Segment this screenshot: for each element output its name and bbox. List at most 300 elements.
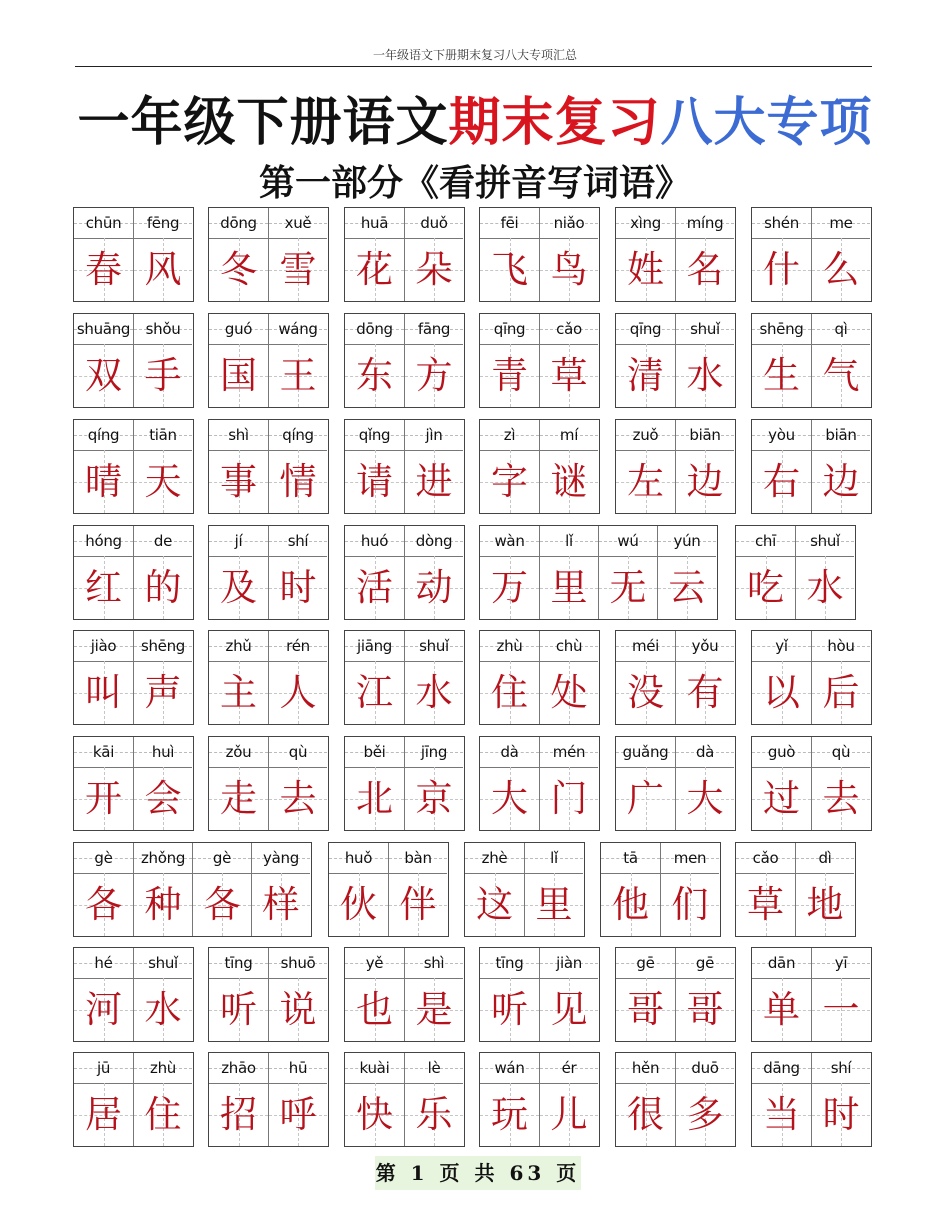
hanzi-char: 飞 — [491, 248, 528, 291]
pinyin-text: hěn — [631, 1059, 660, 1077]
pinyin-text: yàng — [263, 849, 299, 867]
word-box — [328, 842, 449, 937]
word-box — [464, 842, 585, 937]
hanzi-grid — [405, 344, 463, 407]
char-cell — [480, 526, 539, 619]
word-box — [344, 1052, 465, 1147]
hanzi-char: 一 — [822, 988, 860, 1031]
char-cell — [404, 314, 463, 407]
hanzi-char: 里 — [550, 566, 588, 609]
char-cell — [404, 208, 463, 301]
word-row — [0, 419, 950, 514]
pinyin-field — [269, 208, 327, 239]
hanzi-grid — [209, 556, 268, 619]
char-cell — [133, 737, 192, 830]
char-cell — [345, 737, 404, 830]
hanzi-grid — [616, 978, 675, 1041]
char-cell — [133, 843, 192, 936]
pinyin-text: biān — [689, 426, 721, 444]
hanzi-char: 各 — [203, 883, 241, 926]
hanzi-grid — [812, 344, 870, 407]
pinyin-field — [405, 526, 463, 557]
pinyin-field — [796, 843, 854, 874]
word-box — [208, 313, 329, 408]
pinyin-text: jí — [234, 532, 243, 550]
char-cell — [345, 208, 404, 301]
hanzi-char: 北 — [356, 777, 393, 820]
hanzi-grid — [252, 873, 310, 936]
pinyin-text: hū — [288, 1059, 308, 1077]
word-box — [615, 630, 736, 725]
pinyin-field — [209, 420, 268, 451]
hanzi-grid — [209, 450, 268, 513]
word-box — [751, 1052, 872, 1147]
hanzi-char: 鸟 — [550, 248, 588, 291]
char-cell — [209, 314, 268, 407]
hanzi-grid — [480, 450, 539, 513]
char-cell — [74, 843, 133, 936]
pinyin-field — [616, 1053, 675, 1084]
pinyin-text: yě — [365, 954, 384, 972]
pinyin-text: yǐ — [775, 637, 788, 655]
pinyin-field — [676, 1053, 734, 1084]
word-box — [479, 207, 600, 302]
pinyin-field — [480, 420, 539, 451]
hanzi-char: 走 — [220, 777, 257, 820]
hanzi-grid — [525, 873, 583, 936]
pinyin-field — [752, 631, 811, 662]
pinyin-text: huǒ — [344, 849, 373, 867]
char-cell — [480, 631, 539, 724]
pinyin-field — [540, 526, 598, 557]
char-cell — [539, 631, 598, 724]
char-cell — [74, 420, 133, 513]
char-cell — [251, 843, 310, 936]
hanzi-char: 见 — [550, 988, 588, 1031]
pinyin-text: qǐng — [358, 426, 391, 444]
pinyin-text: dōng — [220, 214, 257, 232]
pinyin-field — [134, 737, 192, 768]
pinyin-text: shuāng — [76, 320, 131, 338]
hanzi-char: 单 — [763, 988, 800, 1031]
char-cell — [268, 208, 327, 301]
char-cell — [660, 843, 719, 936]
char-cell — [616, 631, 675, 724]
hanzi-char: 这 — [476, 883, 513, 926]
pinyin-text: zhè — [481, 849, 508, 867]
hanzi-char: 人 — [279, 671, 317, 714]
pinyin-text: rén — [286, 637, 310, 655]
word-box — [751, 313, 872, 408]
word-box — [208, 207, 329, 302]
hanzi-grid — [812, 978, 870, 1041]
hanzi-grid — [405, 238, 463, 301]
pinyin-text: shēng — [759, 320, 804, 338]
hanzi-char: 水 — [144, 988, 182, 1031]
hanzi-char: 叫 — [85, 671, 122, 714]
hanzi-char: 说 — [279, 988, 317, 1031]
hanzi-grid — [540, 238, 598, 301]
char-cell — [811, 948, 870, 1041]
hanzi-grid — [480, 1083, 539, 1146]
pinyin-field — [599, 526, 657, 557]
char-cell — [752, 1053, 811, 1146]
pinyin-text: shēng — [140, 637, 186, 655]
pinyin-text: ér — [561, 1059, 577, 1077]
word-box — [615, 947, 736, 1042]
hanzi-grid — [736, 556, 795, 619]
word-box — [615, 736, 736, 831]
pinyin-text: hóng — [85, 532, 122, 550]
char-cell — [74, 526, 133, 619]
char-cell — [675, 1053, 734, 1146]
word-box — [344, 419, 465, 514]
pinyin-field — [658, 526, 716, 557]
char-cell — [404, 1053, 463, 1146]
hanzi-grid — [74, 556, 133, 619]
pinyin-text: běi — [363, 743, 386, 761]
hanzi-char: 边 — [822, 460, 860, 503]
pinyin-text: tīng — [495, 954, 524, 972]
char-cell — [480, 737, 539, 830]
hanzi-char: 雪 — [279, 248, 317, 291]
char-cell — [268, 420, 327, 513]
pinyin-field — [405, 208, 463, 239]
hanzi-grid — [345, 238, 404, 301]
hanzi-char: 事 — [220, 460, 257, 503]
pinyin-text: wàn — [494, 532, 525, 550]
hanzi-char: 左 — [627, 460, 664, 503]
hanzi-grid — [752, 767, 811, 830]
hanzi-grid — [269, 344, 327, 407]
hanzi-grid — [540, 1083, 598, 1146]
pinyin-text: tiān — [149, 426, 177, 444]
hanzi-grid — [540, 450, 598, 513]
hanzi-grid — [480, 767, 539, 830]
hanzi-grid — [752, 450, 811, 513]
title-part-black: 一年级下册语文 — [77, 93, 449, 153]
char-cell — [616, 948, 675, 1041]
pinyin-field — [405, 948, 463, 979]
word-box — [208, 630, 329, 725]
word-box — [208, 419, 329, 514]
hanzi-grid — [405, 1083, 463, 1146]
hanzi-grid — [540, 978, 598, 1041]
hanzi-grid — [134, 450, 192, 513]
hanzi-char: 哥 — [627, 988, 664, 1031]
hanzi-char: 请 — [356, 460, 393, 503]
hanzi-grid — [405, 978, 463, 1041]
pinyin-field — [405, 631, 463, 662]
pinyin-text: shén — [764, 214, 799, 232]
char-cell — [209, 526, 268, 619]
pinyin-text: fēng — [146, 214, 180, 232]
hanzi-char: 花 — [356, 248, 393, 291]
title-part-red: 期末复习 — [448, 93, 661, 153]
pinyin-field — [676, 314, 734, 345]
hanzi-char: 去 — [279, 777, 317, 820]
hanzi-char: 水 — [686, 354, 724, 397]
hanzi-grid — [209, 1083, 268, 1146]
char-cell — [539, 1053, 598, 1146]
hanzi-char: 哥 — [686, 988, 724, 1031]
word-box — [751, 736, 872, 831]
pinyin-field — [345, 737, 404, 768]
hanzi-grid — [345, 1083, 404, 1146]
pinyin-field — [616, 314, 675, 345]
hanzi-char: 字 — [491, 460, 528, 503]
pinyin-text: duō — [691, 1059, 719, 1077]
word-box — [751, 947, 872, 1042]
char-cell — [752, 948, 811, 1041]
hanzi-char: 红 — [85, 566, 122, 609]
hanzi-char: 活 — [356, 566, 393, 609]
hanzi-grid — [134, 556, 192, 619]
hanzi-char: 玩 — [491, 1093, 528, 1136]
pinyin-field — [74, 314, 133, 345]
pinyin-field — [74, 843, 133, 874]
char-cell — [675, 314, 734, 407]
pinyin-field — [134, 420, 192, 451]
pinyin-text: dì — [818, 849, 832, 867]
word-row — [0, 630, 950, 725]
pinyin-text: méi — [631, 637, 660, 655]
hanzi-grid — [209, 238, 268, 301]
hanzi-grid — [134, 661, 192, 724]
hanzi-char: 住 — [144, 1093, 182, 1136]
hanzi-char: 气 — [822, 354, 860, 397]
pinyin-field — [134, 631, 192, 662]
word-box — [73, 842, 312, 937]
word-box — [615, 1052, 736, 1147]
hanzi-char: 东 — [356, 354, 393, 397]
word-box — [615, 207, 736, 302]
pinyin-field — [74, 631, 133, 662]
hanzi-grid — [269, 1083, 327, 1146]
char-cell — [675, 631, 734, 724]
hanzi-grid — [616, 661, 675, 724]
pinyin-field — [676, 948, 734, 979]
hanzi-grid — [676, 661, 734, 724]
pinyin-text: wú — [617, 532, 639, 550]
word-box — [479, 419, 600, 514]
hanzi-char: 风 — [144, 248, 182, 291]
pinyin-field — [345, 631, 404, 662]
pinyin-text: huó — [360, 532, 389, 550]
hanzi-char: 水 — [415, 671, 453, 714]
hanzi-char: 没 — [627, 671, 664, 714]
char-cell — [752, 737, 811, 830]
pinyin-field — [405, 737, 463, 768]
hanzi-char: 冬 — [220, 248, 257, 291]
hanzi-grid — [616, 450, 675, 513]
hanzi-char: 名 — [686, 248, 724, 291]
word-box — [73, 313, 194, 408]
pinyin-field — [676, 420, 734, 451]
pinyin-field — [345, 208, 404, 239]
pinyin-field — [661, 843, 719, 874]
char-cell — [811, 1053, 870, 1146]
pinyin-field — [752, 314, 811, 345]
pinyin-field — [74, 208, 133, 239]
hanzi-grid — [480, 344, 539, 407]
hanzi-char: 他 — [612, 883, 649, 926]
pinyin-text: cǎo — [752, 849, 779, 867]
pinyin-text: wáng — [278, 320, 318, 338]
pinyin-field — [752, 1053, 811, 1084]
hanzi-char: 的 — [144, 566, 182, 609]
pinyin-text: niǎo — [553, 214, 585, 232]
pinyin-text: yòu — [768, 426, 795, 444]
hanzi-char: 是 — [415, 988, 453, 1031]
pinyin-field — [269, 737, 327, 768]
hanzi-grid — [345, 978, 404, 1041]
char-cell — [209, 420, 268, 513]
hanzi-char: 种 — [144, 883, 182, 926]
hanzi-grid — [676, 978, 734, 1041]
pinyin-field — [752, 737, 811, 768]
char-cell — [657, 526, 716, 619]
pinyin-field — [616, 208, 675, 239]
char-cell — [74, 1053, 133, 1146]
hanzi-char: 草 — [550, 354, 588, 397]
hanzi-grid — [661, 873, 719, 936]
char-cell — [539, 208, 598, 301]
char-cell — [675, 737, 734, 830]
char-cell — [192, 843, 251, 936]
hanzi-char: 大 — [686, 777, 724, 820]
hanzi-grid — [134, 344, 192, 407]
pinyin-text: shí — [287, 532, 309, 550]
title-part-blue: 八大专项 — [660, 93, 873, 153]
pinyin-field — [329, 843, 388, 874]
hanzi-char: 听 — [491, 988, 528, 1031]
hanzi-grid — [676, 238, 734, 301]
pinyin-text: gē — [695, 954, 715, 972]
char-cell — [795, 526, 854, 619]
pinyin-field — [345, 314, 404, 345]
pinyin-text: guó — [224, 320, 253, 338]
word-box — [344, 525, 465, 620]
hanzi-char: 方 — [415, 354, 453, 397]
pinyin-text: shì — [423, 954, 445, 972]
pinyin-field — [616, 737, 675, 768]
pinyin-text: biān — [825, 426, 857, 444]
char-cell — [74, 631, 133, 724]
hanzi-char: 么 — [822, 248, 860, 291]
hanzi-char: 当 — [763, 1093, 800, 1136]
word-row — [0, 525, 950, 620]
pinyin-text: shuǐ — [419, 637, 449, 655]
hanzi-grid — [812, 767, 870, 830]
pinyin-field — [736, 843, 795, 874]
char-cell — [524, 843, 583, 936]
hanzi-grid — [480, 661, 539, 724]
pinyin-text: fāng — [417, 320, 451, 338]
pinyin-field — [269, 420, 327, 451]
hanzi-grid — [405, 767, 463, 830]
pinyin-text: lè — [427, 1059, 441, 1077]
char-cell — [404, 526, 463, 619]
hanzi-grid — [345, 556, 404, 619]
hanzi-char: 儿 — [550, 1093, 588, 1136]
hanzi-char: 谜 — [550, 460, 588, 503]
pinyin-field — [209, 208, 268, 239]
hanzi-char: 进 — [415, 460, 453, 503]
hanzi-grid — [616, 238, 675, 301]
word-box — [479, 1052, 600, 1147]
pinyin-field — [209, 1053, 268, 1084]
pinyin-text: dāng — [763, 1059, 800, 1077]
hanzi-grid — [540, 344, 598, 407]
pinyin-field — [209, 526, 268, 557]
hanzi-char: 乐 — [415, 1093, 453, 1136]
pinyin-text: zǒu — [225, 743, 252, 761]
word-box — [344, 736, 465, 831]
char-cell — [268, 737, 327, 830]
hanzi-grid — [74, 873, 133, 936]
hanzi-char: 快 — [356, 1093, 393, 1136]
pinyin-field — [134, 843, 192, 874]
pinyin-field — [752, 420, 811, 451]
pinyin-text: huì — [151, 743, 175, 761]
hanzi-char: 动 — [415, 566, 453, 609]
pinyin-text: shuǐ — [148, 954, 178, 972]
char-cell — [675, 948, 734, 1041]
pinyin-text: zhǔ — [225, 637, 252, 655]
hanzi-char: 呼 — [279, 1093, 317, 1136]
pinyin-field — [269, 948, 327, 979]
pinyin-text: qù — [831, 743, 851, 761]
char-cell — [268, 631, 327, 724]
hanzi-grid — [599, 556, 657, 619]
hanzi-grid — [74, 978, 133, 1041]
word-box — [208, 736, 329, 831]
hanzi-grid — [601, 873, 660, 936]
pinyin-text: jīng — [420, 743, 448, 761]
char-cell — [616, 208, 675, 301]
pinyin-field — [405, 314, 463, 345]
char-cell — [345, 1053, 404, 1146]
char-cell — [268, 948, 327, 1041]
pinyin-text: duǒ — [420, 214, 448, 232]
char-cell — [752, 208, 811, 301]
hanzi-grid — [480, 978, 539, 1041]
page-number: 第 1 页 共 63 页 — [375, 1156, 581, 1190]
hanzi-char: 万 — [491, 566, 528, 609]
pinyin-field — [540, 208, 598, 239]
pinyin-field — [752, 208, 811, 239]
hanzi-char: 什 — [763, 248, 800, 291]
char-cell — [598, 526, 657, 619]
char-cell — [811, 737, 870, 830]
char-cell — [752, 314, 811, 407]
char-cell — [345, 631, 404, 724]
hanzi-char: 开 — [85, 777, 122, 820]
hanzi-char: 右 — [763, 460, 800, 503]
hanzi-char: 春 — [85, 248, 122, 291]
word-box — [73, 525, 194, 620]
pinyin-text: chù — [555, 637, 583, 655]
pinyin-text: men — [673, 849, 707, 867]
hanzi-grid — [676, 450, 734, 513]
hanzi-grid — [74, 344, 133, 407]
char-cell — [539, 526, 598, 619]
pinyin-field — [480, 737, 539, 768]
char-cell — [811, 208, 870, 301]
pinyin-text: zhù — [150, 1059, 176, 1077]
pinyin-field — [74, 1053, 133, 1084]
